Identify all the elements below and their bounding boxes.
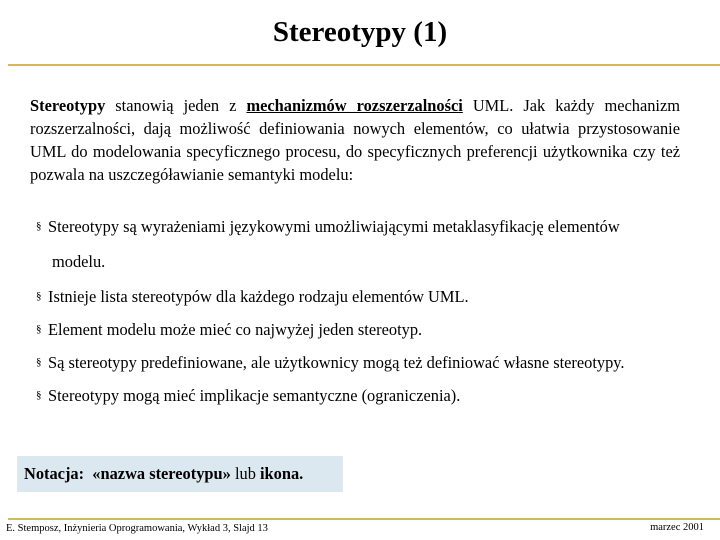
list-item bbox=[36, 346, 696, 379]
bullet-text: Element modelu może mieć co najwyżej jeden stereotyp. bbox=[48, 320, 423, 339]
bullet-list bbox=[36, 210, 696, 412]
notation-syntax: «nazwa stereotypu» bbox=[92, 464, 231, 483]
list-item bbox=[36, 379, 696, 412]
intro-text-1: stanowią jeden z bbox=[105, 96, 247, 115]
list-item bbox=[36, 210, 696, 280]
bullet-marker-icon: § bbox=[36, 356, 42, 368]
notation-box bbox=[17, 456, 343, 492]
list-item bbox=[36, 313, 696, 346]
bullet-marker-icon: § bbox=[36, 389, 42, 401]
footer-date: marzec 2001 bbox=[650, 522, 704, 533]
notation-connector: lub bbox=[230, 464, 260, 483]
intro-paragraph bbox=[30, 94, 680, 186]
bullet-continuation: modelu. bbox=[52, 252, 106, 271]
notation-label: Notacja: bbox=[24, 464, 85, 483]
bullet-marker-icon: § bbox=[36, 220, 42, 232]
slide-title: Stereotypy (1) bbox=[272, 16, 448, 48]
bullet-text: Istnieje lista stereotypów dla każdego rodzaju elementów UML. bbox=[48, 287, 469, 306]
footer-source: E. Stemposz, Inżynieria Oprogramowania, Wykład 3, Slajd 13 bbox=[6, 523, 268, 534]
bullet-text: Stereotypy są wyrażeniami językowymi umożliwiającymi metaklasyfikację elementów bbox=[48, 217, 620, 236]
intro-emphasis: mechanizmów rozszerzalności bbox=[246, 96, 463, 115]
title-divider bbox=[8, 64, 720, 66]
bullet-marker-icon: § bbox=[36, 290, 42, 302]
intro-text-2: UML. Jak każdy mechanizm rozszerzalności, dają możliwość definiowania nowych elementów, co ułatwia przystosowanie UML do modelowania specyficznego procesu, do specyficznych preferencji użytkownika czy też pozwala na uszczegóławianie semantyki modelu: bbox=[30, 96, 680, 184]
list-item bbox=[36, 280, 696, 313]
bullet-text: Są stereotypy predefiniowane, ale użytkownicy mogą też definiować własne stereotypy. bbox=[48, 353, 625, 372]
bullet-text: Stereotypy mogą mieć implikacje semantyczne (ograniczenia). bbox=[48, 386, 461, 405]
intro-term: Stereotypy bbox=[30, 96, 106, 115]
footer-divider bbox=[8, 518, 720, 520]
notation-alternative: ikona. bbox=[259, 464, 304, 483]
bullet-marker-icon: § bbox=[36, 323, 42, 335]
